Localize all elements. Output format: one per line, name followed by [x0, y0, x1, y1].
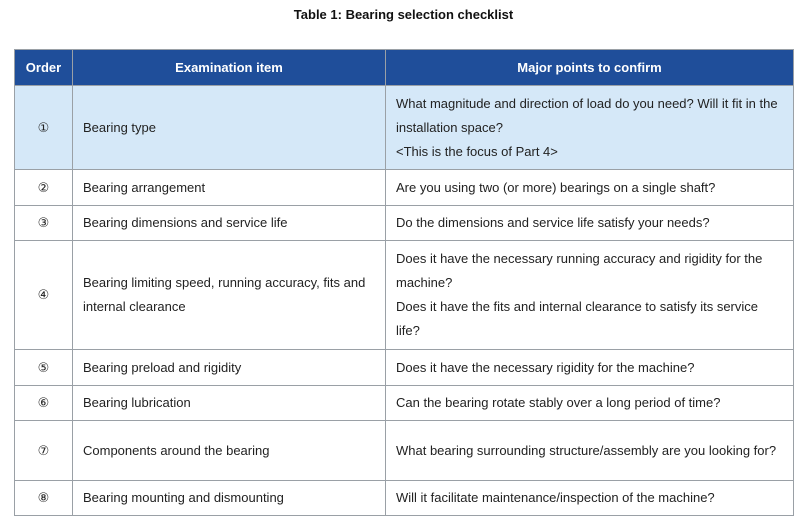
row-major-points	[386, 170, 794, 206]
header-order: Order	[15, 50, 73, 86]
header-examination-item: Examination item	[73, 50, 386, 86]
row-order: ⑥	[15, 386, 73, 421]
row-examination-item: Components around the bearing	[73, 421, 386, 481]
table-row	[15, 421, 794, 481]
table-header-row	[15, 50, 794, 86]
point-text: What magnitude and direction of load do you need? Will it fit in the installation space?	[396, 95, 778, 135]
row-major-points	[386, 421, 794, 481]
row-order: ⑦	[15, 421, 73, 481]
row-examination-item: Bearing dimensions and service life	[73, 206, 386, 241]
row-major-points	[386, 481, 794, 516]
point-text: Do the dimensions and service life satisfy your needs?	[396, 215, 710, 230]
header-major-points: Major points to confirm	[386, 50, 794, 86]
table-row	[15, 350, 794, 386]
bearing-checklist-table	[14, 49, 794, 516]
row-major-points	[386, 241, 794, 350]
row-examination-item: Bearing mounting and dismounting	[73, 481, 386, 516]
row-order: ③	[15, 206, 73, 241]
row-order: ②	[15, 170, 73, 206]
point-text: Can the bearing rotate stably over a long period of time?	[396, 395, 721, 410]
row-examination-item: Bearing limiting speed, running accuracy, fits and internal clearance	[73, 241, 386, 350]
table-row	[15, 206, 794, 241]
point-text: Will it facilitate maintenance/inspection of the machine?	[396, 490, 715, 505]
row-major-points	[386, 206, 794, 241]
row-order: ⑤	[15, 350, 73, 386]
point-text: Does it have the necessary running accuracy and rigidity for the machine?	[396, 251, 763, 290]
row-examination-item: Bearing type	[73, 86, 386, 170]
point-text: <This is the focus of Part 4>	[396, 143, 558, 159]
row-order: ④	[15, 241, 73, 350]
point-text: Does it have the necessary rigidity for the machine?	[396, 359, 695, 375]
row-major-points	[386, 350, 794, 386]
table-title: Table 1: Bearing selection checklist	[293, 7, 514, 22]
table-row	[15, 481, 794, 516]
row-major-points	[386, 86, 794, 170]
row-examination-item: Bearing arrangement	[73, 170, 386, 206]
table-row	[15, 86, 794, 170]
row-order: ⑧	[15, 481, 73, 516]
row-major-points	[386, 386, 794, 421]
row-order: ①	[15, 86, 73, 170]
row-examination-item: Bearing preload and rigidity	[73, 350, 386, 386]
point-text: What bearing surrounding structure/assembly are you looking for?	[396, 442, 777, 458]
table-row	[15, 241, 794, 350]
table-row	[15, 386, 794, 421]
point-text: Does it have the fits and internal clearance to satisfy its service life?	[396, 299, 759, 338]
row-examination-item: Bearing lubrication	[73, 386, 386, 421]
table-row	[15, 170, 794, 206]
point-text: Are you using two (or more) bearings on a single shaft?	[396, 179, 716, 195]
